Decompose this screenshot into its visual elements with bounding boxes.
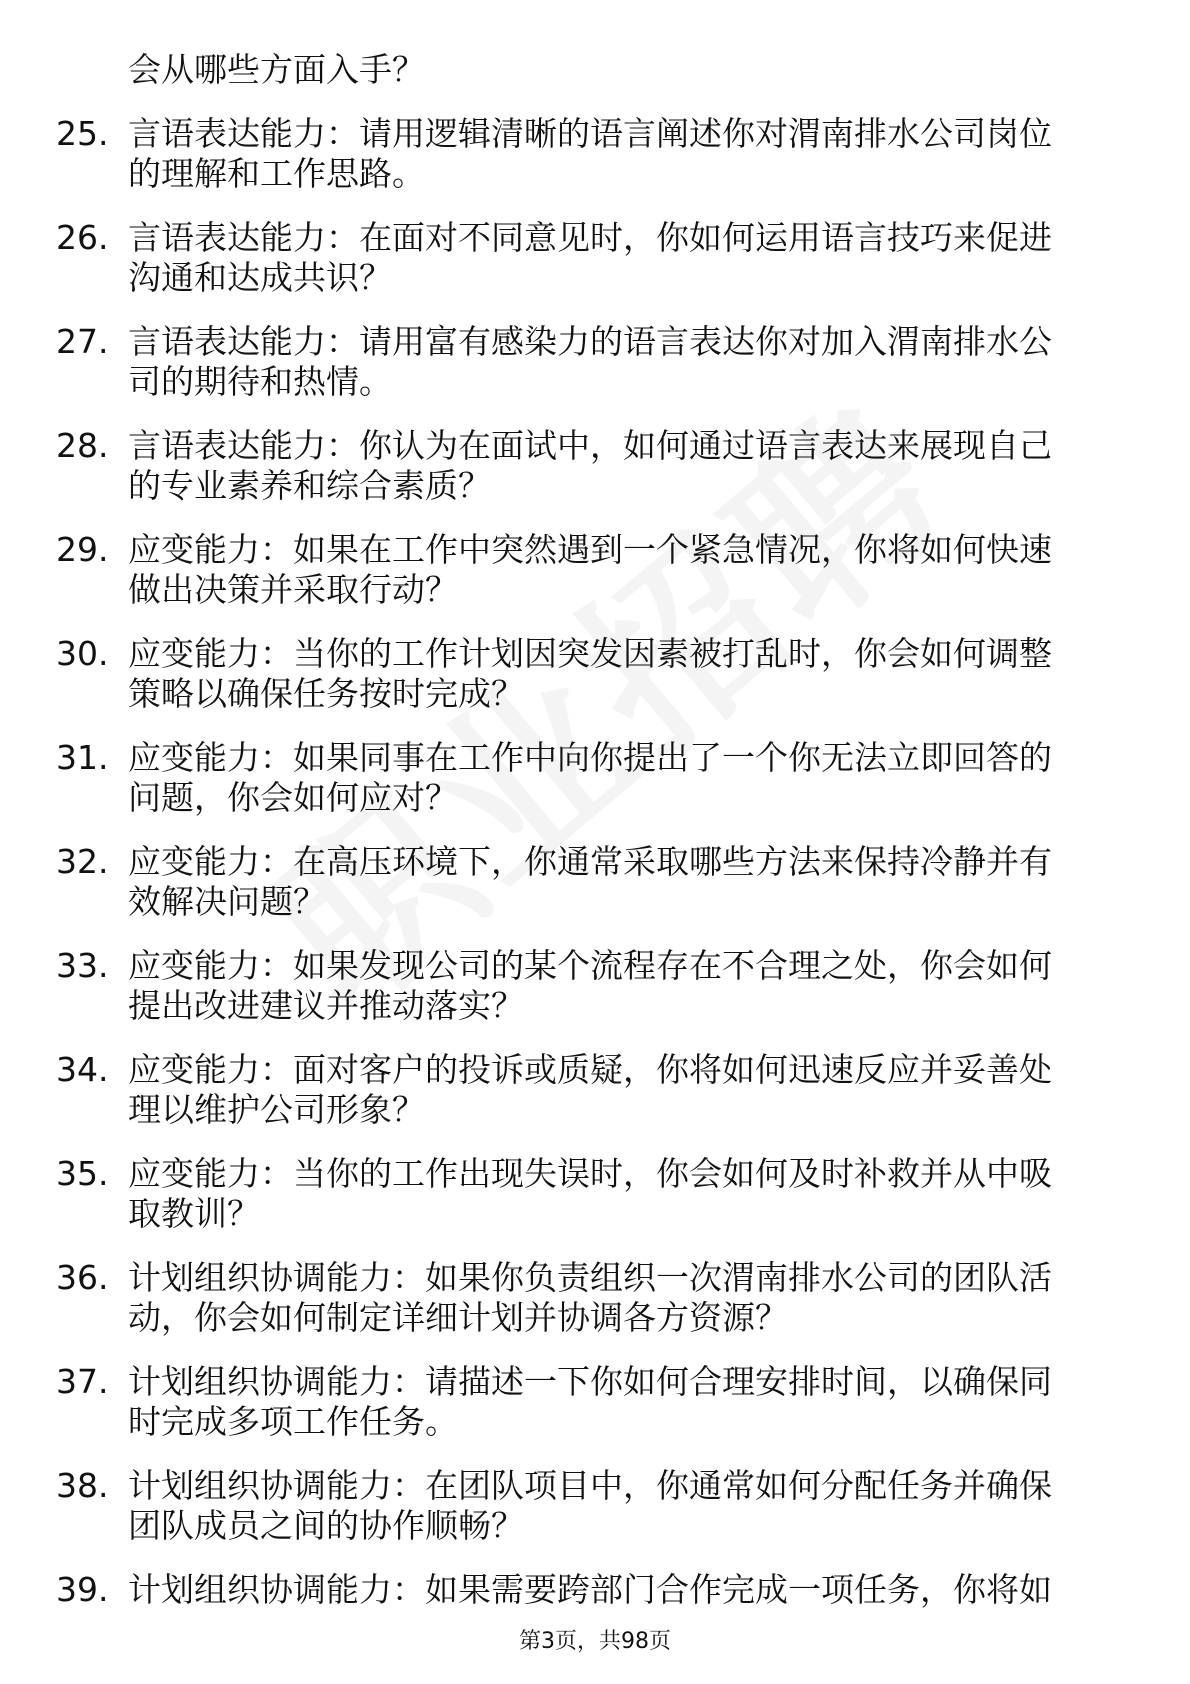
question-item [56,114,1136,218]
question-number: 31. [56,738,109,777]
question-text-line: 团队成员之间的协作顺畅？ [128,1506,524,1545]
question-item [56,634,1136,738]
question-text [128,1570,1128,1610]
question-number: 26. [56,218,109,257]
question-number: 27. [56,322,109,361]
question-item [56,1154,1136,1258]
question-text-line: 言语表达能力：请用富有感染力的语言表达你对加入渭南排水公 [128,322,1052,361]
question-number: 37. [56,1362,109,1401]
question-item [56,1466,1136,1570]
question-text-line: 应变能力：在高压环境下，你通常采取哪些方法来保持冷静并有 [128,842,1052,881]
question-text [128,842,1128,922]
question-text-line: 计划组织协调能力：如果需要跨部门合作完成一项任务，你将如 [128,1570,1052,1609]
question-text-line: 的理解和工作思路。 [128,154,425,193]
question-item [56,842,1136,946]
question-text-line: 的专业素养和综合素质？ [128,466,491,505]
question-item [56,1258,1136,1362]
question-number: 32. [56,842,109,881]
question-item [56,946,1136,1050]
question-number: 29. [56,530,109,569]
question-text [128,218,1128,298]
question-text-line: 言语表达能力：你认为在面试中，如何通过语言表达来展现自己 [128,426,1052,465]
question-text-line: 取教训？ [128,1194,260,1233]
question-number: 28. [56,426,109,465]
question-text [128,634,1128,714]
question-text [128,530,1128,610]
question-text-line: 问题，你会如何应对？ [128,778,458,817]
question-number: 36. [56,1258,109,1297]
question-item [56,738,1136,842]
question-text-line: 司的期待和热情。 [128,362,392,401]
question-text-line: 做出决策并采取行动？ [128,570,458,609]
question-number: 35. [56,1154,109,1193]
question-text [128,946,1128,1026]
question-text-line: 效解决问题？ [128,882,326,921]
question-item [56,530,1136,634]
question-text-line: 动，你会如何制定详细计划并协调各方资源？ [128,1298,788,1337]
question-text-line: 应变能力：当你的工作出现失误时，你会如何及时补救并从中吸 [128,1154,1052,1193]
question-text [128,1050,1128,1130]
question-text [128,1154,1128,1234]
question-text-line: 策略以确保任务按时完成？ [128,674,524,713]
question-item [56,322,1136,426]
question-number: 25. [56,114,109,153]
question-text-line: 应变能力：当你的工作计划因突发因素被打乱时，你会如何调整 [128,634,1052,673]
question-text [128,1258,1128,1338]
question-text [128,114,1128,194]
question-text-line: 言语表达能力：请用逻辑清晰的语言阐述你对渭南排水公司岗位 [128,114,1052,153]
question-item [56,1362,1136,1466]
question-number: 34. [56,1050,109,1089]
question-text-line: 应变能力：如果发现公司的某个流程存在不合理之处，你会如何 [128,946,1052,985]
question-text-line: 时完成多项工作任务。 [128,1402,458,1441]
question-text-line: 理以维护公司形象？ [128,1090,425,1129]
question-text-line: 应变能力：如果在工作中突然遇到一个紧急情况，你将如何快速 [128,530,1052,569]
question-number: 33. [56,946,109,985]
question-text-line: 应变能力：面对客户的投诉或质疑，你将如何迅速反应并妥善处 [128,1050,1052,1089]
question-number: 38. [56,1466,109,1505]
question-text [128,322,1128,402]
question-text-line: 沟通和达成共识？ [128,258,392,297]
question-item [56,1570,1136,1674]
question-text-line: 计划组织协调能力：请描述一下你如何合理安排时间，以确保同 [128,1362,1052,1401]
question-text [128,738,1128,818]
question-text-line: 提出改进建议并推动落实？ [128,986,524,1025]
question-list [56,114,1136,1674]
question-text-line: 言语表达能力：在面对不同意见时，你如何运用语言技巧来促进 [128,218,1052,257]
question-text [128,1466,1128,1546]
question-item [56,218,1136,322]
question-text [128,426,1128,506]
question-text-line: 计划组织协调能力：在团队项目中，你通常如何分配任务并确保 [128,1466,1052,1505]
question-number: 30. [56,634,109,673]
question-text-line: 计划组织协调能力：如果你负责组织一次渭南排水公司的团队活 [128,1258,1052,1297]
question-text [128,1362,1128,1442]
page-footer: 第3页，共98页 [519,1629,671,1654]
question-item [56,1050,1136,1154]
question-number: 39. [56,1570,109,1609]
question-item [56,426,1136,530]
continuation-line: 会从哪些方面入手？ [128,50,425,89]
question-text-line: 应变能力：如果同事在工作中向你提出了一个你无法立即回答的 [128,738,1052,777]
